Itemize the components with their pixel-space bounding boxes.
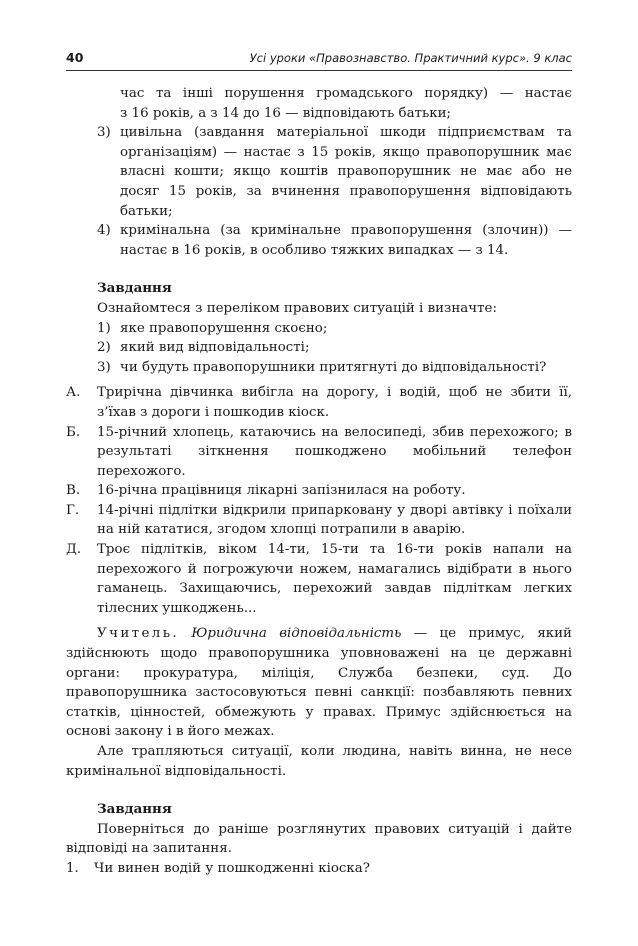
definition-term: Юридична відповідальність <box>191 626 402 642</box>
question-number: 2) <box>97 340 111 356</box>
list-item-number: 4) <box>97 223 111 239</box>
definition-text: — це примус, який здійснюють щодо правопорушника уповноважені на це державні органи: прокуратура, міліція, Служба безпеки, суд. До правопорушника застосовуються певні санкції: позбавляють певних статків, цінностей, обмежують у правах. Примус здійснюється на основі закону і в його межах. <box>66 626 572 740</box>
situation-text: 14-річні підлітки відкрили припарковану у дворі автівку і поїхали на ній кататися, згодом хлопці потрапили в аварію. <box>97 502 572 538</box>
situation-letter: В. <box>66 483 81 499</box>
page-number: 40 <box>66 50 84 65</box>
task-heading: Завдання <box>97 801 172 818</box>
list-item-text: кримінальна (за кримінальне правопорушення (злочин)) — настає в 16 років, в особливо тяжких випадках — з 14. <box>120 223 572 258</box>
list-item-text: цивільна (завдання матеріальної шкоди підприємствам та організаціям) — настає з 15 років, якщо правопорушник має власні кошти; якщо коштів правопорушник не має або не досяг 15 років, за вчинення правопорушення відповідають батьки; <box>120 125 572 219</box>
question-number: 1. <box>66 860 79 876</box>
list-item <box>66 221 572 260</box>
question-item <box>66 859 572 879</box>
intro-line-1: час та інші порушення громадського порядку) — настає <box>120 86 572 101</box>
question-item <box>66 319 572 339</box>
situation-letter: Г. <box>66 502 80 518</box>
situation-text: 16-річна працівниця лікарні запізнилася на роботу. <box>97 483 466 499</box>
question-item <box>66 358 572 378</box>
task-intro: Ознайомтеся з переліком правових ситуацій і визначте: <box>97 300 497 316</box>
page-body <box>66 84 572 879</box>
question-item <box>66 338 572 358</box>
situation-item <box>66 501 572 540</box>
task-heading: Завдання <box>97 280 172 297</box>
situation-text: Троє підлітків, віком 14-ти, 15-ти та 16-ти років напали на перехожого й погрожуючи ножем, намагались відібрати в нього гаманець. Захищаючись, перехожий завдав підліткам легких тілесних ушкоджень... <box>97 542 572 616</box>
question-text: Чи винен водій у пошкодженні кіоска? <box>94 860 370 876</box>
situation-text: 15-річний хлопець, катаючись на велосипеді, збив перехожого; в результаті зіткнення пошкоджено мобільний телефон перехожого. <box>97 424 572 479</box>
teacher-speaker: Учитель. <box>97 626 180 642</box>
intro-line-2: з 16 років, а з 14 до 16 — відповідають батьки; <box>120 105 452 121</box>
question-number: 1) <box>97 320 111 336</box>
situation-item <box>66 423 572 482</box>
question-number: 3) <box>97 359 111 375</box>
situation-item <box>66 383 572 422</box>
situation-letter: А. <box>66 385 81 401</box>
situation-item <box>66 540 572 618</box>
list-item <box>66 123 572 221</box>
question-text: який вид відповідальності; <box>120 340 310 356</box>
teacher-paragraph <box>66 624 572 742</box>
question-text: яке правопорушення скоєно; <box>120 320 328 336</box>
list-item-number: 3) <box>97 125 111 141</box>
situation-item <box>66 481 572 501</box>
situation-letter: Б. <box>66 424 81 440</box>
teacher-paragraph-2: Але трапляються ситуації, коли людина, навіть винна, не несе кримінальної відповідальності. <box>66 744 572 779</box>
task-intro: Поверніться до раніше розглянутих правових ситуацій і дайте відповіді на запитання. <box>66 821 572 857</box>
situation-letter: Д. <box>66 542 82 558</box>
running-title: Усі уроки «Правознавство. Практичний курс». 9 клас <box>249 51 572 65</box>
situation-text: Трирічна дівчинка вибігла на дорогу, і водій, щоб не збити її, з’їхав з дороги і пошкодив кіоск. <box>97 385 572 420</box>
page-header <box>66 50 572 71</box>
question-text: чи будуть правопорушники притягнуті до відповідальності? <box>120 359 547 375</box>
